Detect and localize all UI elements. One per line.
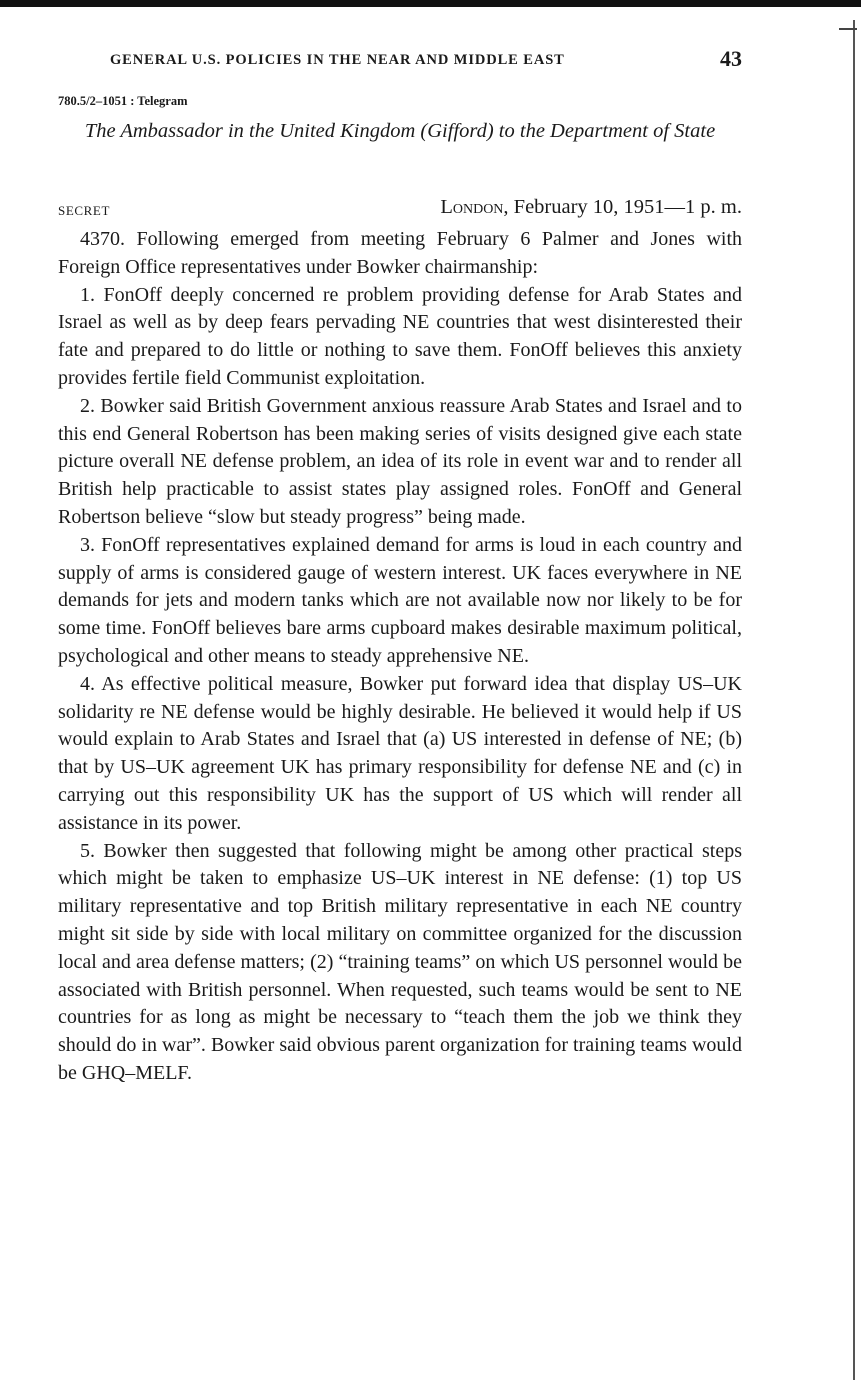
dateline-date: , February 10, 1951—1 p. m.	[503, 196, 742, 218]
paragraph-1: 1. FonOff deeply concerned re problem providing defense for Arab States and Israel as well as by deep fears pervading NE countries that west disinterested their fate and prepared to do little or nothing to save them. FonOff believes this anxiety provides fertile field Communist exploitation.	[58, 283, 742, 389]
paragraph-4: 4. As effective political measure, Bowker put forward idea that display US–UK solidarity re NE defense would be highly desirable. He believed it would help if US would explain to Arab States and Israel that (a) US interested in defense of NE; (b) that by US–UK agreement UK has primary responsibility for defense NE and (c) in carrying out this responsibility UK has the support of US which will render all assistance in its power.	[58, 672, 742, 834]
paragraph-3: 3. FonOff representatives explained demand for arms is loud in each country and supply of arms is considered gauge of western interest. UK faces everywhere in NE demands for jets and modern tanks which are not available now nor likely to be for some time. FonOff believes bare arms cupboard makes desirable maximum political, psychological and other means to steady apprehensive NE.	[58, 533, 742, 667]
paragraph-intro: 4370. Following emerged from meeting February 6 Palmer and Jones with Foreign Office representatives under Bowker chairmanship:	[58, 228, 742, 278]
page-right-edge	[853, 20, 855, 1380]
document-title: The Ambassador in the United Kingdom (Gifford) to the Department of State	[84, 120, 716, 142]
document-reference: 780.5/2–1051 : Telegram	[58, 94, 188, 108]
classification-marking: SECRET	[58, 203, 110, 218]
telegram-header	[58, 196, 742, 224]
page-number: 43	[720, 46, 742, 71]
page-top-border	[0, 0, 861, 7]
telegram-body	[58, 226, 742, 1088]
page-edge-mark	[839, 28, 857, 30]
paragraph-5: 5. Bowker then suggested that following might be among other practical steps which might be taken to emphasize US–UK interest in NE defense: (1) top US military representative and top British military representative in each NE country might sit side by side with local military on committee organized for the discussion local and area defense matters; (2) “training teams” on which US personnel would be associated with British personnel. When requested, such teams would be sent to NE countries for as long as might be necessary to “teach them the job we think they should do in war”. Bowker said obvious parent organization for training teams would be GHQ–MELF.	[58, 839, 742, 1084]
running-head-title: GENERAL U.S. POLICIES IN THE NEAR AND MIDDLE EAST	[110, 52, 565, 68]
dateline	[440, 196, 742, 219]
dateline-place: London	[440, 196, 504, 218]
running-head	[58, 46, 742, 76]
paragraph-2: 2. Bowker said British Government anxious reassure Arab States and Israel and to this end General Robertson has been making series of visits designed give each state picture overall NE defense problem, an idea of its role in event war and to render all British help practicable to assist states play assigned roles. FonOff and General Robertson believe “slow but steady progress” being made.	[58, 394, 742, 528]
